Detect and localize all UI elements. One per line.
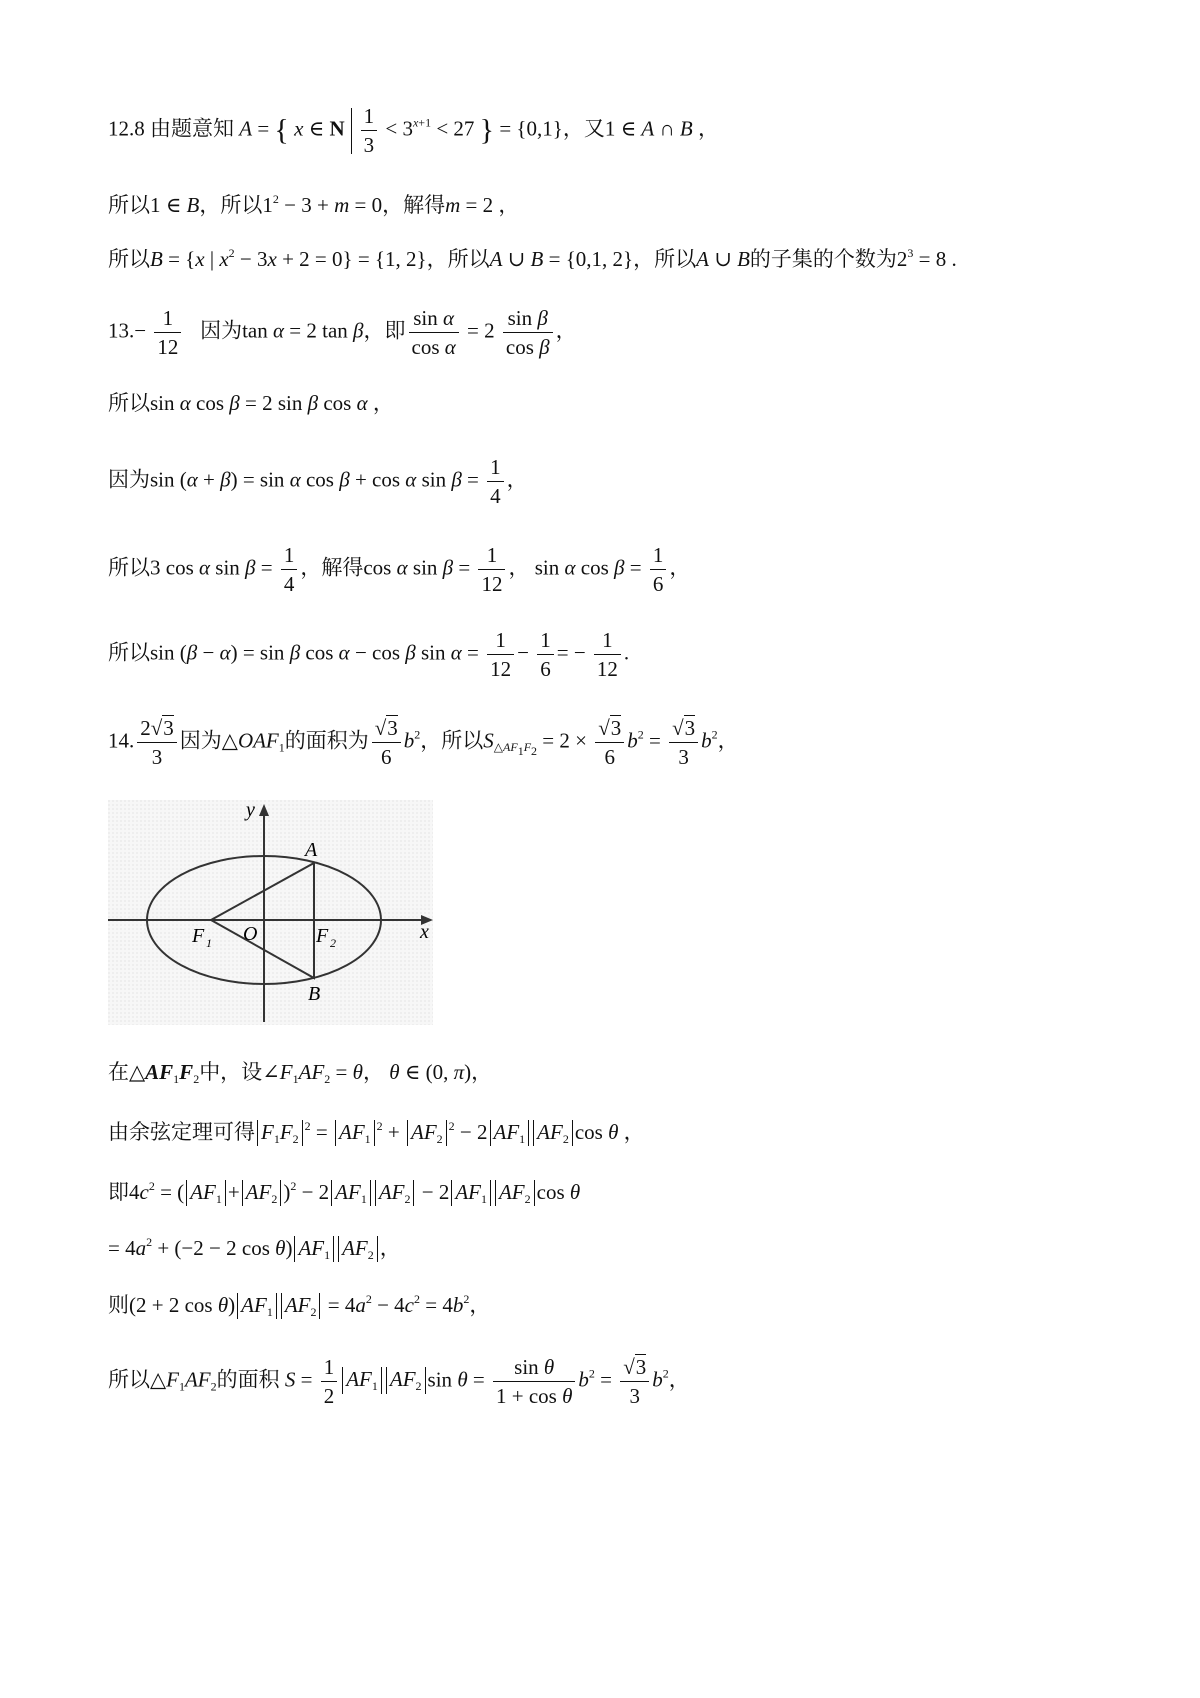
q14-line-6: 则(2 + 2 cos θ) $AF_1$ $AF_2 = 4a^2 - 4c^2 = 4b^2$， bbox=[108, 1292, 491, 1319]
label-f1-sub: 1 bbox=[206, 936, 212, 950]
q14-line-3: 由余弦定理可得 $F_1F_2^2 = AF_1^2 + AF_2^2 - 2$ $AF_1$ $AF_2$ cos θ ， bbox=[108, 1119, 645, 1146]
q14-line-1: 14. $\frac{2√3}{3}$ 因为$\triangle OAF_1$的面积为 $\frac{√3}{6}$ $b^2$，所以$S_{\triangle AF_1F_2} = 2$ × $\frac{√3}{6}$ $b^2$ = $\frac{√3}{3}$ $b^2$， bbox=[108, 716, 739, 770]
answer-number: 14. bbox=[108, 728, 135, 753]
label-f1: F bbox=[192, 925, 205, 947]
q13-line-1: 13.− $\frac{1}{12}$ 因为tan α = 2 tan β，即 $\frac{\text{sin α}}{\text{cos α}}$ = 2 $\frac{\text{sin β}}{\text{cos β}}$ ， bbox=[108, 306, 577, 360]
q12-line-1: 12.8 由题意知 A = { x ∈ N $\frac{1}{3}$ < $3^{x+1} < 27$ } = {0,1}，又1 ∈ A ∩ B ， bbox=[108, 104, 719, 158]
label-b: B bbox=[308, 983, 321, 1005]
answer-number: 12.8 bbox=[108, 116, 145, 141]
label-x: x bbox=[420, 921, 429, 943]
q13-line-5: 所以sin (β − α) = sin β cos α − cos β sin α = $\frac{1}{12}$ − $\frac{1}{6}$ = − $\frac{1}{12}$ . bbox=[108, 628, 630, 682]
label-f2-sub: 2 bbox=[330, 936, 336, 950]
label-a: A bbox=[305, 839, 318, 861]
label-o: O bbox=[243, 923, 258, 945]
q12-line-2: 所以1 ∈ B，所以$1^2 - 3 + m = 0$，解得m = 2 ， bbox=[108, 192, 520, 217]
label-f2: F bbox=[316, 925, 329, 947]
q12-line-3: 所以B = {x | $x^2 - 3x + 2 = 0\} = \{1$, 2}，所以A ∪ B = {0,1, 2}，所以A ∪ B的子集的个数为$2^3 = 8$ . bbox=[108, 246, 957, 271]
q14-line-5: = $4a^2 + (-2 - 2$ cos θ) $AF_1$ $AF_2$ ， bbox=[108, 1235, 401, 1262]
q14-line-4: 即$4c^2$ = ( $AF_1 + AF_2$ )$^2$ − 2 $AF_1$ $AF_2 - 2$ $AF_1$ $AF_2$ cos θ bbox=[108, 1179, 581, 1206]
ellipse-diagram bbox=[108, 800, 433, 1025]
ellipse-figure bbox=[108, 800, 433, 1025]
label-y: y bbox=[246, 800, 255, 821]
q13-line-3: 因为sin (α + β) = sin α cos β + cos α sin β = $\frac{1}{4}$ ， bbox=[108, 455, 528, 509]
answer-number: 13. bbox=[108, 318, 135, 343]
q13-line-4: 所以3 cos α sin β = $\frac{1}{4}$ ，解得cos α sin β = $\frac{1}{12}$ ， sin α cos β = $\frac{1}{6}$ ， bbox=[108, 543, 691, 597]
q14-line-7: 所以$\triangle F_1AF_2$的面积 S = $\frac{1}{2}$ $AF_1$ $AF_2$ sin θ = $\frac{\text{sin θ}}{\text{1 + cos θ}}$ $b^2$ = $\frac{√3}{3}$ $b^2$， bbox=[108, 1355, 690, 1409]
q14-line-2: 在$\triangle AF_1F_2$中，设$\angle F_1AF_2 = \theta$， θ ∈ (0, π)， bbox=[108, 1060, 493, 1086]
q13-line-2: 所以sin α cos β = 2 sin β cos α ， bbox=[108, 391, 394, 415]
